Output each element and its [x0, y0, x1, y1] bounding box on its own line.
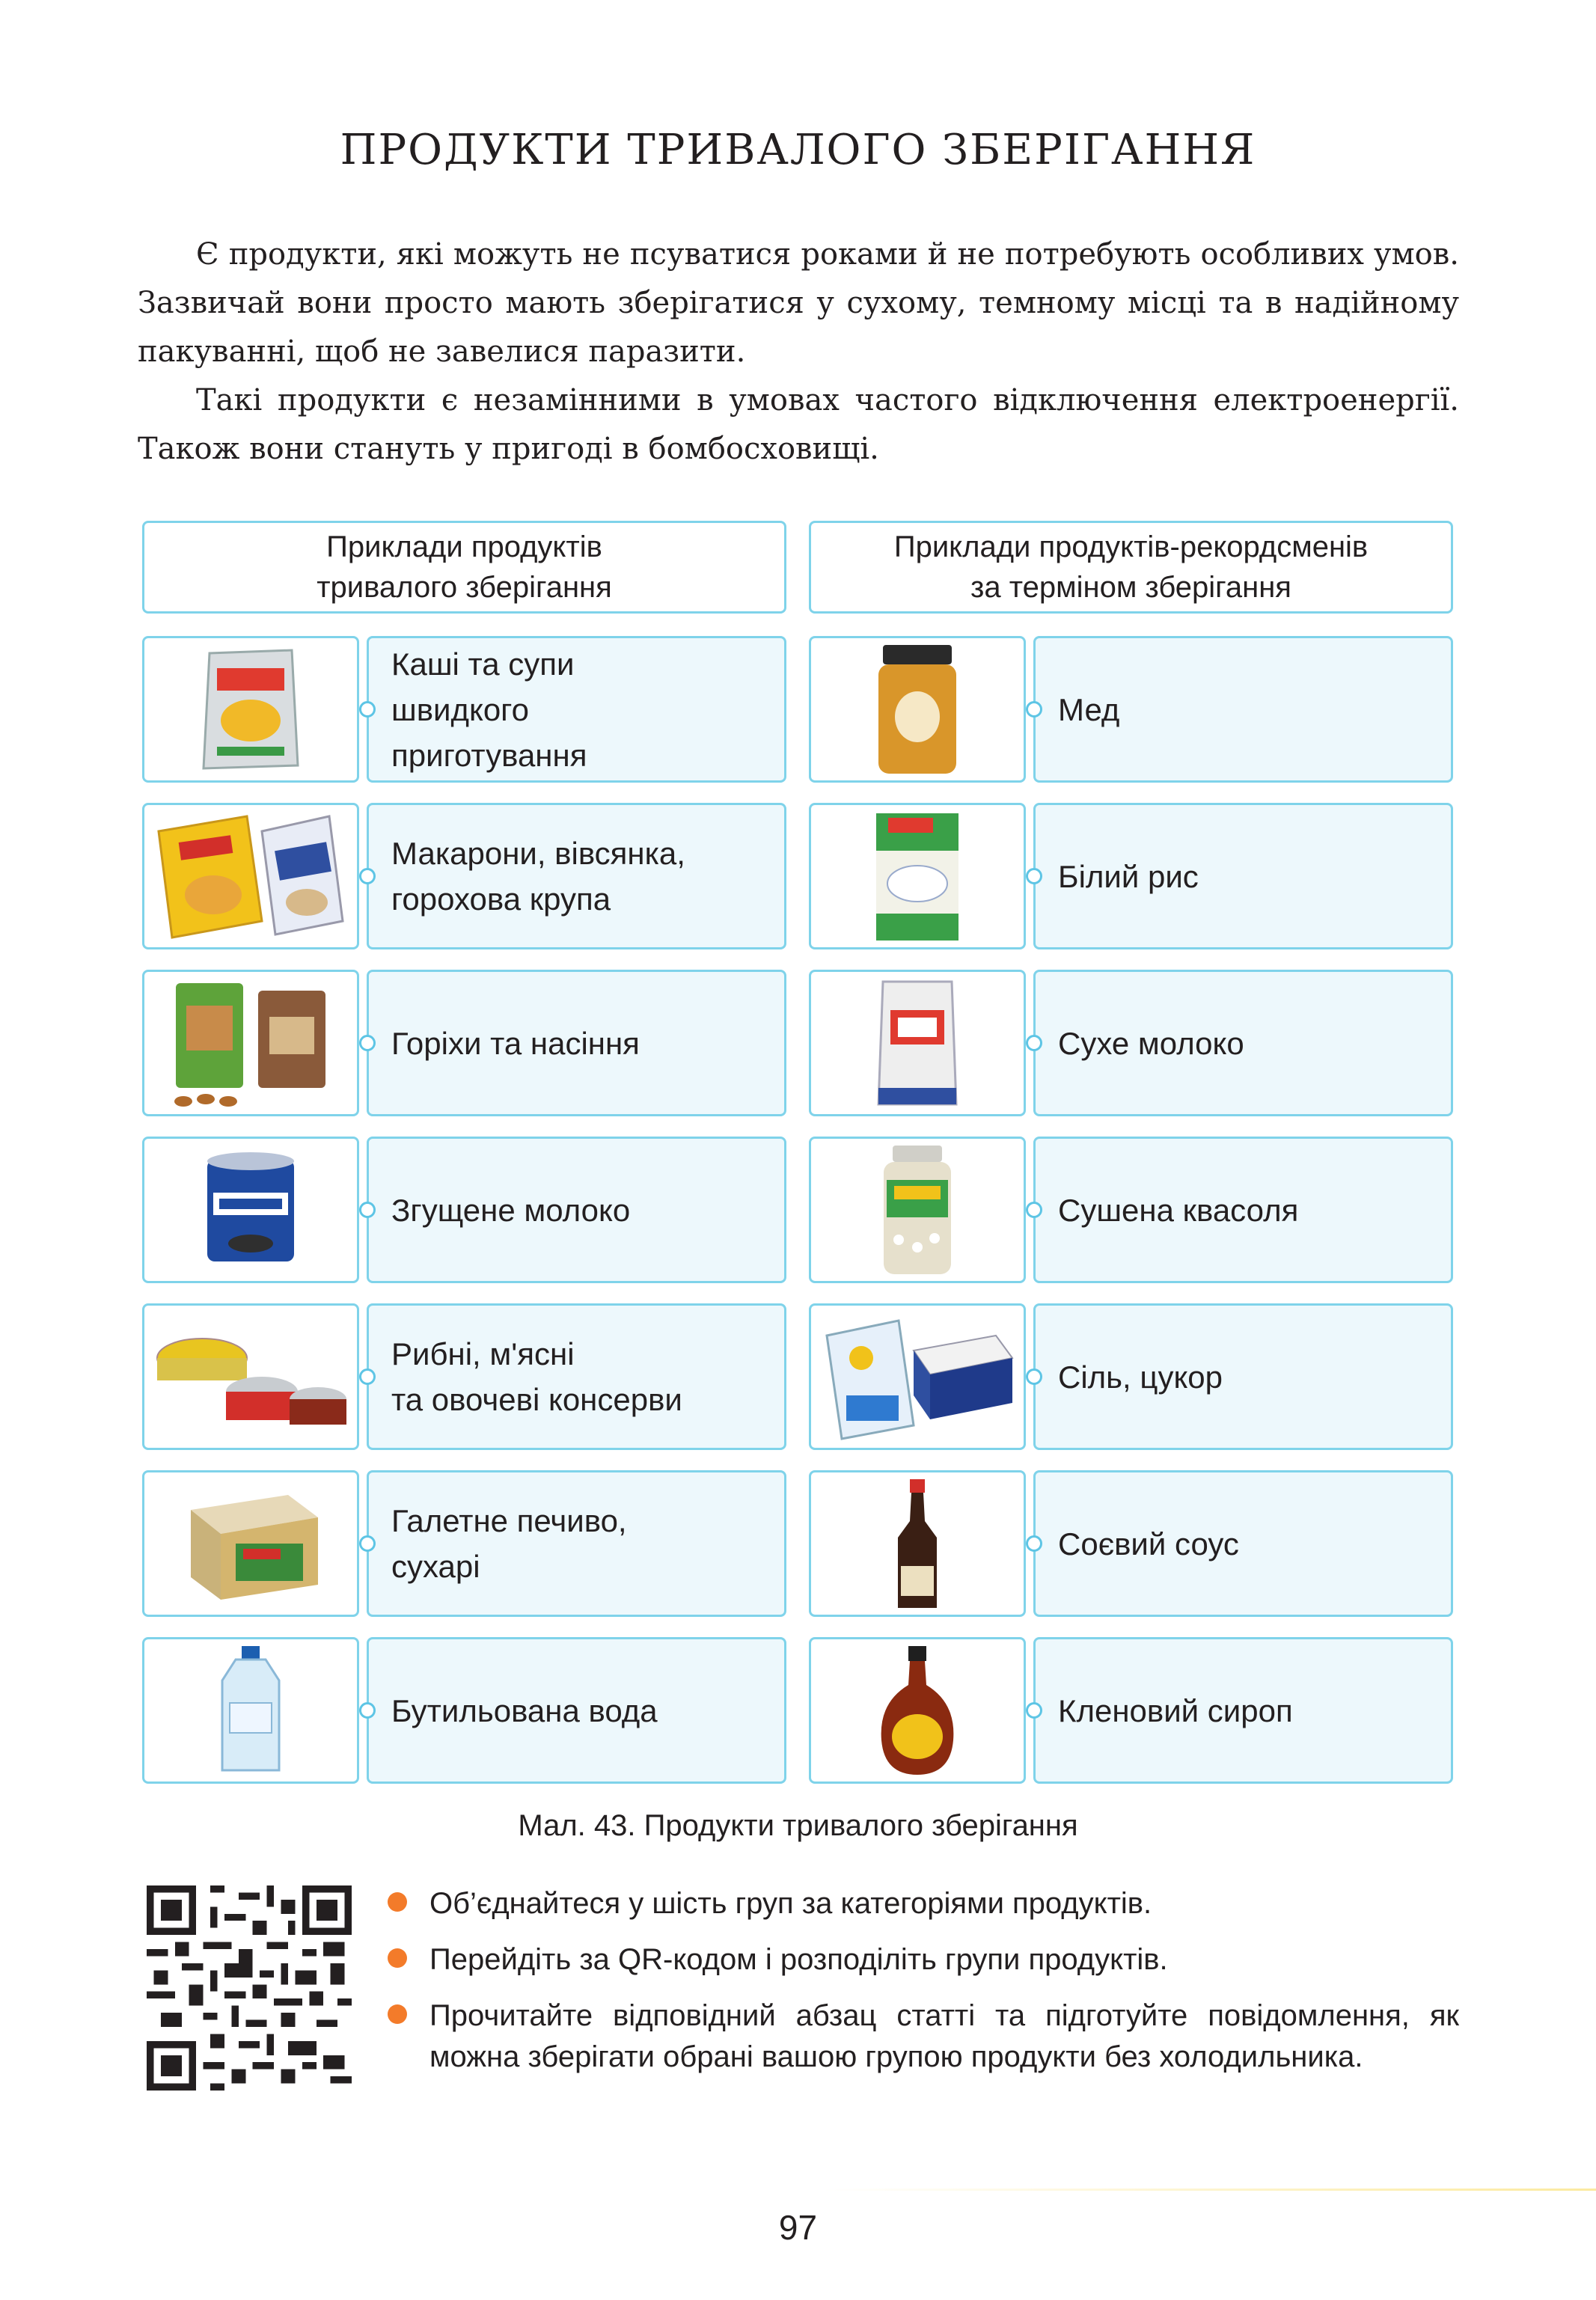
connector-dot — [359, 701, 376, 718]
salt-sugar-packs-icon — [809, 1303, 1026, 1450]
item-label: Соєвий соус — [1058, 1526, 1239, 1562]
task-list — [388, 1883, 1459, 2093]
nuts-bags-icon — [142, 970, 359, 1116]
item-label: Згущене молоко — [391, 1192, 631, 1228]
connector-dot — [359, 1368, 376, 1385]
footer-divider — [823, 2189, 1596, 2191]
connector-dot — [1026, 701, 1042, 718]
soy-sauce-bottle-icon — [809, 1470, 1026, 1617]
connector-dot — [1026, 1535, 1042, 1552]
connector-dot — [1026, 868, 1042, 884]
crackers-box-icon — [142, 1470, 359, 1617]
task-text: Перейдіть за QR-кодом і розподіліть групи продуктів. — [429, 1943, 1168, 1976]
list-item — [388, 1883, 1459, 1924]
list-item-right-1 — [1033, 636, 1453, 783]
item-label: Бутильована вода — [391, 1692, 658, 1728]
figure-caption: Мал. 43. Продукти тривалого зберігання — [518, 1809, 1078, 1842]
item-label: Мед — [1058, 691, 1120, 727]
list-item-right-5 — [1033, 1303, 1453, 1450]
item-label: Кленовий сироп — [1058, 1692, 1293, 1728]
connector-dot — [359, 1202, 376, 1218]
canned-food-icon — [142, 1303, 359, 1450]
intro-text — [138, 230, 1459, 474]
beans-jar-icon — [809, 1137, 1026, 1283]
item-label: Сіль, цукор — [1058, 1359, 1223, 1395]
list-item-left-3 — [367, 970, 786, 1116]
item-label: Сушена квасоля — [1058, 1192, 1299, 1228]
task-text: Прочитайте відповідний абзац статті та підготуйте повідомлення, як можна зберігати обрані вашою групою продукти без холодильника. — [429, 1999, 1459, 2073]
item-label: Каші та супи швидкого приготування — [391, 646, 587, 773]
list-item-left-4 — [367, 1137, 786, 1283]
connector-dot — [359, 1035, 376, 1051]
connector-dot — [1026, 1035, 1042, 1051]
left-heading-text: Приклади продуктів тривалого зберігання — [317, 530, 612, 604]
list-item-right-3 — [1033, 970, 1453, 1116]
list-item — [388, 1995, 1459, 2078]
page-title: ПРОДУКТИ ТРИВАЛОГО ЗБЕРІГАННЯ — [340, 126, 1256, 174]
list-item-left-5 — [367, 1303, 786, 1450]
connector-dot — [1026, 1202, 1042, 1218]
connector-dot — [359, 868, 376, 884]
right-heading-text: Приклади продуктів-рекордсменів за терміном зберігання — [893, 530, 1369, 604]
item-label: Горіхи та насіння — [391, 1025, 640, 1061]
list-item-right-2 — [1033, 803, 1453, 949]
intro-paragraph: Такі продукти є незамінними в умовах частого відключення електроенергії. Також вони стануть у пригоді в бомбосховищі. — [138, 383, 1459, 466]
item-label: Макарони, вівсянка, горохова крупа — [391, 836, 685, 917]
list-item-right-4 — [1033, 1137, 1453, 1283]
water-bottle-icon — [142, 1637, 359, 1784]
left-column-heading — [142, 521, 786, 614]
connector-dot — [359, 1535, 376, 1552]
instant-soup-pack-icon — [142, 636, 359, 783]
list-item-left-7 — [367, 1637, 786, 1784]
bullet-dot-icon — [388, 2004, 407, 2024]
list-item — [388, 1939, 1459, 1981]
list-item-right-6 — [1033, 1470, 1453, 1617]
bullet-dot-icon — [388, 1948, 407, 1968]
maple-syrup-bottle-icon — [809, 1637, 1026, 1784]
right-column-heading — [809, 521, 1453, 614]
item-label: Білий рис — [1058, 858, 1199, 894]
list-item-left-2 — [367, 803, 786, 949]
honey-jar-icon — [809, 636, 1026, 783]
rice-box-icon — [809, 803, 1026, 949]
item-label: Галетне печиво, сухарі — [391, 1503, 627, 1584]
page-number: 97 — [778, 2208, 818, 2247]
pasta-oat-packs-icon — [142, 803, 359, 949]
bullet-dot-icon — [388, 1892, 407, 1912]
connector-dot — [359, 1702, 376, 1719]
task-text: Об’єднайтеся у шість груп за категоріями продуктів. — [429, 1887, 1152, 1920]
connector-dot — [1026, 1702, 1042, 1719]
item-label: Сухе молоко — [1058, 1025, 1244, 1061]
list-item-right-7 — [1033, 1637, 1453, 1784]
list-item-left-6 — [367, 1470, 786, 1617]
list-item-left-1 — [367, 636, 786, 783]
qr-code-icon[interactable] — [147, 1885, 352, 2091]
condensed-milk-can-icon — [142, 1137, 359, 1283]
milk-powder-bag-icon — [809, 970, 1026, 1116]
item-label: Рибні, м'ясні та овочеві консерви — [391, 1336, 682, 1417]
connector-dot — [1026, 1368, 1042, 1385]
intro-paragraph: Є продукти, які можуть не псуватися роками й не потребують особливих умов. Зазвичай вони просто мають зберігатися у сухому, темному місці та в надійному пакуванні, щоб не завелися паразити. — [138, 237, 1459, 369]
